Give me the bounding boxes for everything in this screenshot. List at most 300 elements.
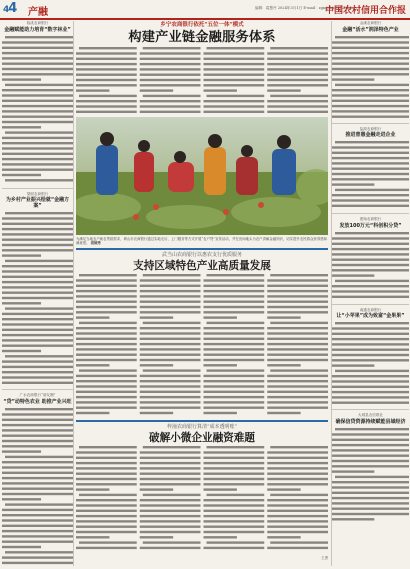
text-line bbox=[332, 41, 409, 43]
text-line bbox=[2, 244, 73, 246]
text-line bbox=[204, 63, 265, 65]
text-line bbox=[267, 520, 328, 522]
text-line bbox=[332, 449, 409, 451]
text-line bbox=[204, 478, 265, 480]
text-line bbox=[204, 406, 265, 408]
text-line bbox=[140, 284, 201, 286]
text-line bbox=[2, 366, 73, 368]
text-line bbox=[2, 223, 73, 225]
right-article-3-headline: 发放100万元“科创积分贷” bbox=[339, 222, 402, 229]
photo-credit: 胡婉秀 bbox=[90, 241, 101, 246]
text-line bbox=[2, 498, 41, 500]
text-line bbox=[207, 369, 265, 371]
text-line bbox=[204, 412, 237, 414]
text-line bbox=[204, 343, 265, 345]
text-line bbox=[143, 369, 201, 371]
text-line bbox=[267, 327, 328, 329]
text-line bbox=[2, 270, 73, 272]
text-line bbox=[204, 337, 265, 339]
text-line bbox=[2, 73, 73, 75]
text-line bbox=[267, 456, 328, 458]
text-line bbox=[332, 343, 409, 345]
text-line bbox=[2, 217, 73, 219]
text-line bbox=[2, 62, 73, 64]
text-line bbox=[2, 110, 73, 112]
text-line bbox=[140, 58, 201, 60]
text-line bbox=[335, 141, 409, 143]
text-line bbox=[267, 478, 328, 480]
divider bbox=[332, 304, 409, 305]
text-line bbox=[2, 561, 73, 563]
text-line bbox=[140, 300, 201, 302]
text-line bbox=[332, 253, 409, 255]
left-article-1-kicker: 临洮农商银行 bbox=[26, 21, 49, 25]
text-line bbox=[267, 105, 328, 107]
text-line bbox=[2, 508, 73, 510]
text-line bbox=[335, 189, 409, 191]
third-body bbox=[76, 445, 328, 555]
text-line bbox=[332, 386, 409, 388]
text-line bbox=[79, 274, 137, 276]
text-line bbox=[332, 507, 409, 509]
text-line bbox=[204, 105, 265, 107]
text-line bbox=[267, 451, 328, 453]
text-line bbox=[267, 531, 328, 533]
text-line bbox=[76, 364, 109, 366]
text-line bbox=[2, 254, 41, 256]
text-line bbox=[332, 274, 374, 276]
text-line bbox=[332, 199, 409, 201]
text-line bbox=[76, 52, 137, 54]
right-article-3-body bbox=[332, 231, 409, 301]
text-line bbox=[332, 465, 409, 467]
text-line bbox=[335, 475, 409, 477]
text-line bbox=[332, 168, 409, 170]
text-line bbox=[267, 547, 328, 549]
text-line bbox=[332, 57, 409, 59]
text-line bbox=[140, 472, 201, 474]
text-line bbox=[140, 306, 201, 308]
text-line bbox=[332, 89, 409, 91]
text-line bbox=[267, 100, 328, 102]
text-line bbox=[204, 89, 237, 91]
text-line bbox=[2, 556, 73, 558]
right-article-1-headline: 金融“活水”润泽特色产业 bbox=[342, 26, 399, 33]
text-line bbox=[2, 529, 73, 531]
text-line bbox=[140, 52, 201, 54]
section-divider bbox=[76, 248, 328, 250]
caption-text: 为满足当地农户助农贷款需求，黄山市农商银行通过实地走访、上门服务等方式开展“农户贷”宣传活动，并在田间地头为农户讲解金融知识，切实提升农民群众获得感和满意度。 bbox=[76, 237, 327, 246]
text-line bbox=[79, 494, 137, 496]
text-line bbox=[5, 307, 73, 309]
text-line bbox=[76, 380, 137, 382]
text-line bbox=[204, 525, 265, 527]
text-line bbox=[76, 306, 137, 308]
text-line bbox=[267, 306, 328, 308]
text-line bbox=[204, 504, 265, 506]
text-line bbox=[140, 456, 201, 458]
text-line bbox=[2, 173, 41, 175]
text-line bbox=[267, 488, 300, 490]
text-line bbox=[204, 509, 265, 511]
text-line bbox=[267, 353, 328, 355]
text-line bbox=[332, 443, 409, 445]
text-line bbox=[76, 295, 137, 297]
text-line bbox=[140, 406, 201, 408]
text-line bbox=[140, 316, 173, 318]
text-line bbox=[332, 157, 409, 159]
text-line bbox=[204, 364, 237, 366]
text-line bbox=[332, 402, 409, 404]
text-line bbox=[204, 300, 265, 302]
text-line bbox=[2, 51, 73, 53]
text-line bbox=[2, 163, 73, 165]
text-line bbox=[267, 79, 328, 81]
text-line bbox=[143, 541, 201, 543]
left-article-3-headline: “贷”动特色农业 助推产业兴旺 bbox=[3, 398, 72, 405]
text-line bbox=[2, 535, 73, 537]
text-line bbox=[79, 541, 137, 543]
text-line bbox=[79, 47, 137, 49]
right-article-5-headline: 确保信贷资源持续赋能县域经济 bbox=[335, 418, 406, 425]
text-line bbox=[267, 472, 328, 474]
text-line bbox=[332, 491, 409, 493]
text-line bbox=[140, 390, 201, 392]
text-line bbox=[267, 295, 328, 297]
text-line bbox=[2, 46, 73, 48]
text-line bbox=[335, 279, 409, 281]
text-line bbox=[332, 73, 409, 75]
text-line bbox=[76, 406, 137, 408]
text-line bbox=[2, 339, 73, 341]
divider bbox=[332, 409, 409, 410]
text-line bbox=[332, 173, 409, 175]
text-line bbox=[143, 494, 201, 496]
text-line bbox=[267, 385, 328, 387]
text-line bbox=[140, 488, 173, 490]
text-line bbox=[140, 375, 201, 377]
text-line bbox=[5, 131, 73, 133]
third-headline: 破解小微企业融资难题 bbox=[149, 431, 255, 444]
text-line bbox=[76, 68, 137, 70]
text-line bbox=[204, 74, 265, 76]
text-line bbox=[267, 412, 300, 414]
lead-headline: 构建产业链金融服务体系 bbox=[128, 30, 276, 45]
third-kicker: 梓潼农商银行算清“成本透明账” bbox=[166, 423, 238, 430]
text-line bbox=[332, 496, 409, 498]
text-line bbox=[2, 265, 73, 267]
text-line bbox=[2, 281, 73, 283]
text-line bbox=[204, 451, 265, 453]
right-article-5-kicker: 大城县农信联社 bbox=[357, 413, 384, 417]
text-line bbox=[204, 359, 265, 361]
text-line bbox=[2, 334, 73, 336]
text-line bbox=[204, 52, 265, 54]
text-line bbox=[267, 284, 328, 286]
text-line bbox=[204, 456, 265, 458]
text-line bbox=[332, 183, 374, 185]
text-line bbox=[332, 99, 409, 101]
text-line bbox=[270, 274, 328, 276]
text-line bbox=[270, 446, 328, 448]
text-line bbox=[76, 327, 137, 329]
text-line bbox=[267, 63, 328, 65]
text-line bbox=[2, 239, 73, 241]
text-line bbox=[2, 423, 73, 425]
text-line bbox=[332, 110, 409, 112]
text-line bbox=[76, 84, 137, 86]
text-line bbox=[267, 499, 328, 501]
text-line bbox=[2, 413, 73, 415]
text-line bbox=[76, 89, 109, 91]
text-line bbox=[332, 242, 409, 244]
text-line bbox=[332, 258, 409, 260]
text-line bbox=[204, 295, 265, 297]
text-line bbox=[76, 375, 137, 377]
text-line bbox=[2, 471, 73, 473]
left-article-3-kicker: 广水农商银行“朋友圈” bbox=[19, 393, 56, 397]
text-line bbox=[204, 401, 265, 403]
text-line bbox=[332, 338, 409, 340]
text-line bbox=[267, 52, 328, 54]
text-line bbox=[2, 382, 73, 384]
text-line bbox=[76, 488, 109, 490]
text-line bbox=[332, 46, 409, 48]
right-article-3-kicker: 建始农商银行 bbox=[359, 217, 382, 221]
text-line bbox=[332, 194, 409, 196]
text-line bbox=[2, 461, 73, 463]
text-line bbox=[332, 364, 374, 366]
text-line bbox=[207, 274, 265, 276]
text-line bbox=[140, 520, 201, 522]
text-line bbox=[267, 515, 328, 517]
text-line bbox=[270, 541, 328, 543]
text-line bbox=[2, 434, 73, 436]
text-line bbox=[332, 454, 409, 456]
text-line bbox=[2, 147, 73, 149]
text-line bbox=[2, 94, 73, 96]
text-line bbox=[204, 332, 265, 334]
text-line bbox=[204, 316, 237, 318]
text-line bbox=[332, 349, 409, 351]
text-line bbox=[335, 428, 409, 430]
text-line bbox=[207, 541, 265, 543]
text-line bbox=[140, 478, 201, 480]
text-line bbox=[335, 370, 409, 372]
text-line bbox=[140, 499, 201, 501]
text-line bbox=[2, 482, 73, 484]
text-line bbox=[2, 487, 73, 489]
text-line bbox=[204, 79, 265, 81]
text-line bbox=[140, 343, 201, 345]
text-line bbox=[2, 376, 73, 378]
text-line bbox=[140, 364, 173, 366]
text-line bbox=[332, 104, 409, 106]
text-line bbox=[204, 467, 265, 469]
text-line bbox=[332, 285, 409, 287]
text-line bbox=[76, 316, 109, 318]
text-line bbox=[332, 327, 409, 329]
left-article-1-headline: 金融赋能助力培育“数字林业” bbox=[4, 26, 71, 33]
text-line bbox=[76, 531, 137, 533]
text-line bbox=[204, 111, 265, 113]
text-line bbox=[332, 512, 409, 514]
text-line bbox=[270, 95, 328, 97]
text-line bbox=[5, 212, 73, 214]
text-line bbox=[204, 279, 265, 281]
text-line bbox=[204, 100, 265, 102]
text-line bbox=[332, 152, 409, 154]
text-line bbox=[332, 333, 409, 335]
text-line bbox=[332, 94, 409, 96]
text-line bbox=[332, 178, 409, 180]
text-line bbox=[143, 446, 201, 448]
text-line bbox=[332, 247, 409, 249]
text-line bbox=[270, 47, 328, 49]
text-line bbox=[332, 237, 409, 239]
text-line bbox=[140, 332, 201, 334]
paper-name: 中国农村信用合作报 bbox=[324, 6, 406, 16]
text-line bbox=[267, 279, 328, 281]
text-line bbox=[332, 459, 409, 461]
text-line bbox=[76, 348, 137, 350]
text-line bbox=[335, 232, 409, 234]
text-line bbox=[267, 380, 328, 382]
text-line bbox=[76, 359, 137, 361]
text-line bbox=[5, 408, 73, 410]
text-line bbox=[76, 390, 137, 392]
text-line bbox=[267, 58, 328, 60]
text-line bbox=[204, 375, 265, 377]
text-line bbox=[76, 499, 137, 501]
text-line bbox=[267, 84, 328, 86]
text-line bbox=[76, 525, 137, 527]
text-line bbox=[140, 515, 201, 517]
left-article-3-body bbox=[2, 407, 73, 567]
right-article-2-body bbox=[332, 140, 409, 210]
text-line bbox=[332, 391, 409, 393]
text-line bbox=[140, 89, 173, 91]
text-line bbox=[2, 276, 73, 278]
text-line bbox=[2, 233, 73, 235]
text-line bbox=[143, 274, 201, 276]
text-line bbox=[267, 290, 328, 292]
text-line bbox=[267, 462, 328, 464]
text-line bbox=[76, 451, 137, 453]
text-line bbox=[2, 302, 41, 304]
text-line bbox=[2, 545, 41, 547]
text-line bbox=[140, 290, 201, 292]
divider bbox=[2, 188, 73, 189]
text-line bbox=[140, 79, 201, 81]
text-line bbox=[140, 531, 201, 533]
masthead bbox=[0, 0, 410, 20]
text-line bbox=[267, 406, 328, 408]
text-line bbox=[332, 115, 409, 117]
text-line bbox=[204, 520, 265, 522]
text-line bbox=[140, 348, 201, 350]
text-line bbox=[332, 146, 409, 148]
text-line bbox=[76, 478, 137, 480]
text-line bbox=[204, 536, 237, 538]
text-line bbox=[76, 483, 137, 485]
text-line bbox=[2, 57, 73, 59]
text-line bbox=[76, 79, 137, 81]
text-line bbox=[2, 115, 73, 117]
text-line bbox=[76, 343, 137, 345]
text-line bbox=[204, 84, 265, 86]
text-line bbox=[79, 369, 137, 371]
text-line bbox=[2, 228, 73, 230]
text-line bbox=[76, 504, 137, 506]
second-body bbox=[76, 273, 328, 418]
text-line bbox=[140, 504, 201, 506]
right-column bbox=[331, 21, 409, 566]
text-line bbox=[140, 295, 201, 297]
text-line bbox=[76, 385, 137, 387]
text-line bbox=[332, 62, 409, 64]
text-line bbox=[207, 322, 265, 324]
text-line bbox=[204, 499, 265, 501]
right-article-5-body bbox=[332, 427, 409, 522]
text-line bbox=[204, 348, 265, 350]
text-line bbox=[76, 396, 137, 398]
text-line bbox=[2, 524, 73, 526]
text-line bbox=[2, 514, 73, 516]
text-line bbox=[267, 504, 328, 506]
text-line bbox=[2, 429, 73, 431]
text-line bbox=[140, 536, 173, 538]
text-line bbox=[2, 492, 73, 494]
text-line bbox=[140, 105, 201, 107]
text-line bbox=[140, 483, 201, 485]
right-article-1-kicker: 金溪农商银行 bbox=[359, 21, 382, 25]
text-line bbox=[2, 99, 73, 101]
text-line bbox=[267, 74, 328, 76]
text-line bbox=[332, 162, 409, 164]
text-line bbox=[76, 63, 137, 65]
text-line bbox=[2, 286, 73, 288]
text-line bbox=[267, 364, 300, 366]
center-column bbox=[76, 21, 328, 566]
text-line bbox=[267, 332, 328, 334]
text-line bbox=[2, 78, 41, 80]
text-line bbox=[207, 446, 265, 448]
second-headline: 支持区域特色产业高质量发展 bbox=[133, 259, 271, 272]
text-line bbox=[2, 41, 73, 43]
text-line bbox=[332, 470, 374, 472]
text-line bbox=[267, 68, 328, 70]
text-line bbox=[267, 111, 328, 113]
text-line bbox=[76, 105, 137, 107]
text-line bbox=[76, 472, 137, 474]
text-line bbox=[332, 354, 409, 356]
text-line bbox=[332, 359, 409, 361]
text-line bbox=[267, 311, 328, 313]
section-name: 产融 bbox=[28, 7, 48, 18]
text-line bbox=[267, 375, 328, 377]
text-line bbox=[267, 316, 300, 318]
text-line bbox=[2, 445, 73, 447]
text-line bbox=[5, 179, 73, 181]
text-line bbox=[2, 249, 73, 251]
text-line bbox=[76, 284, 137, 286]
text-line bbox=[79, 322, 137, 324]
text-line bbox=[140, 111, 201, 113]
text-line bbox=[2, 104, 73, 106]
text-line bbox=[2, 136, 73, 138]
text-line bbox=[204, 353, 265, 355]
